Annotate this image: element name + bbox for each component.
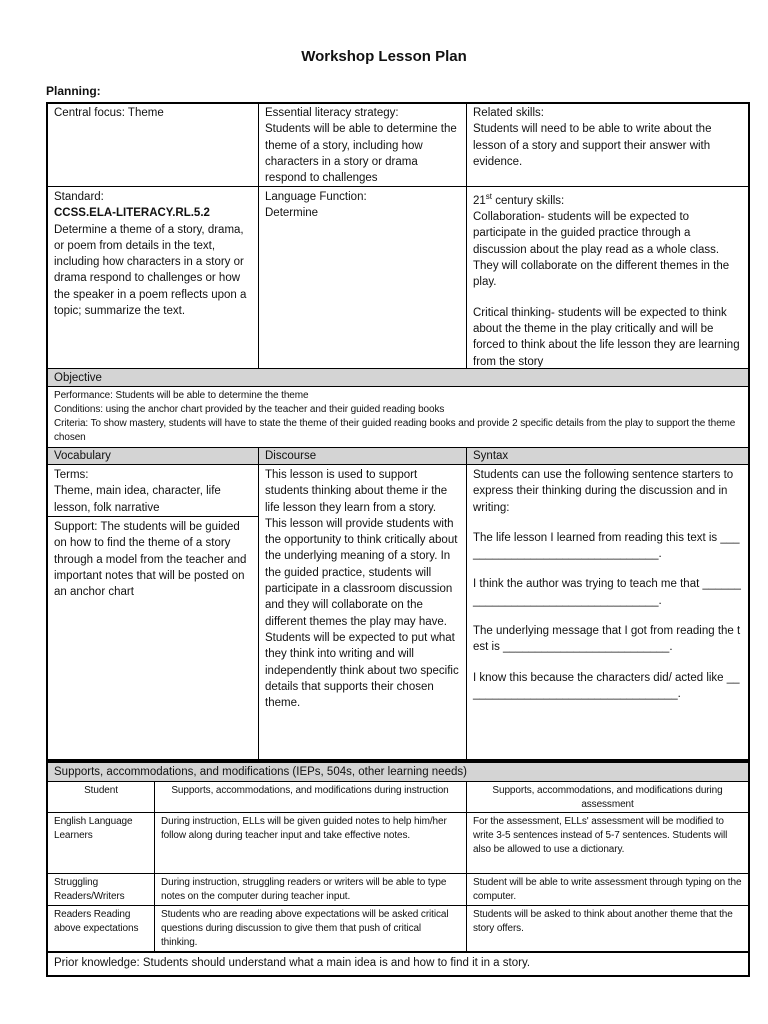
supports-col-instruction: Supports, accommodations, and modifications during instruction (171, 785, 449, 796)
collaboration-text: Collaboration- students will be expected to participate in the guided practice through a discussion about the play read as a whole class. They will collaborate on the different themes in the play. (473, 211, 730, 289)
essential-strategy-text: Students will be able to determine the theme of a story, including how characters in a story or drama respond to challenges (265, 123, 457, 185)
language-function-label: Language Function: (265, 191, 367, 203)
central-focus-text: Central focus: Theme (54, 107, 164, 119)
central-focus-cell (48, 103, 258, 185)
table-row (48, 813, 154, 873)
vocabulary-terms-cell (48, 465, 258, 517)
discourse-cell (259, 465, 466, 759)
assessment-ell (467, 813, 748, 873)
essential-strategy-cell (259, 103, 466, 185)
language-function-cell (259, 187, 466, 367)
discourse-header: Discourse (265, 450, 317, 462)
standard-text: Determine a theme of a story, drama, or poem from details in the text, including how characters in a story or drama respond to challenges or how the speaker in a poem reflects upon a topic; summarize the text. (54, 223, 247, 318)
prior-knowledge: Prior knowledge: Students should understand what a main idea is and how to find it in a story. (54, 957, 531, 969)
instruction-above-text: Students who are reading above expectations will be asked critical questions during discussion to give them that push of critical thinking. (161, 909, 449, 948)
supports-header: Supports, accommodations, and modifications (IEPs, 504s, other learning needs) (54, 766, 467, 778)
discourse-text: This lesson is used to support students thinking about theme ir the life lesson they learn from a story. This lesson will provide students with the opportunity to think critically about the underlying meaning of a story. In the guided practice, students will participate in a classroom discussion and they will collaborate on the different themes the play may have. Students will be expected to put what they think into writing and will independently think about two specific details that supports their chosen theme. (265, 469, 459, 710)
assessment-ell-text: For the assessment, ELLs' assessment will be modified to write 3-5 sentences instead of 5-7 sentences. Students will also be allowed to use a dictionary. (473, 816, 728, 855)
instruction-struggling-text: During instruction, struggling readers or writers will be able to type notes on the computer during teacher input. (161, 877, 447, 902)
related-skills-text: Students will need to be able to write about the lesson of a story and support their answer with evidence. (473, 123, 712, 168)
language-function-text: Determine (265, 207, 319, 220)
related-skills-cell (467, 103, 749, 185)
syntax-starter-1: The life lesson I learned from reading this text is ________________________________. (473, 531, 740, 561)
syntax-starter-3: The underlying message that I got from reading the test is __________________________. (473, 625, 741, 654)
objective-conditions: Conditions: using the anchor chart provided by the teacher and their guided reading books (54, 404, 445, 415)
assessment-above-text: Students will be asked to think about another theme that the story offers. (473, 909, 733, 934)
syntax-intro: Students can use the following sentence starters to express their thinking during the discussion and in writing: (473, 469, 734, 514)
syntax-starter-2: I think the author was trying to teach me that ___________________________________. (473, 578, 741, 607)
syntax-starter-4: I know this because the characters did/ acted like __________________________________. (473, 671, 740, 700)
syntax-header: Syntax (473, 450, 509, 462)
terms-label: Terms: (54, 469, 89, 481)
assessment-above (467, 906, 748, 951)
essential-strategy-label: Essential literacy strategy: (265, 107, 399, 119)
instruction-ell (155, 813, 465, 873)
instruction-struggling (155, 874, 465, 905)
standard-label: Standard: (54, 191, 104, 203)
instruction-above (155, 906, 465, 951)
planning-label: Planning: (46, 84, 101, 98)
vocabulary-header: Vocabulary (54, 450, 111, 462)
instruction-ell-text: During instruction, ELLs will be given guided notes to help him/her follow along during teacher input and take effective notes. (161, 816, 447, 841)
page-title: Workshop Lesson Plan (301, 48, 467, 65)
assessment-struggling-text: Student will be able to write assessment through typing on the computer. (473, 877, 742, 902)
standard-cell (48, 187, 258, 367)
student-struggling: Struggling Readers/Writers (54, 877, 125, 902)
assessment-struggling (467, 874, 748, 905)
century-skills-label: 21st century skills: (473, 192, 565, 207)
supports-col-assessment: Supports, accommodations, and modifications during assessment (492, 785, 723, 810)
student-above: Readers Reading above expectations (54, 909, 139, 934)
syntax-cell (467, 465, 749, 759)
objective-body (48, 387, 748, 447)
vocabulary-support-cell (48, 517, 258, 759)
critical-thinking-text: Critical thinking- students will be expected to think about the theme in the play critically and will be forced to think about the life lesson they are learning from the story (473, 306, 740, 367)
terms-text: Theme, main idea, character, life lesson, folk narrative (54, 485, 221, 514)
supports-col-student: Student (84, 785, 118, 796)
related-skills-label: Related skills: (473, 107, 544, 119)
century-skills-cell (467, 187, 749, 367)
standard-code: CCSS.ELA-LITERACY.RL.5.2 (54, 207, 210, 220)
objective-performance: Performance: Students will be able to determine the theme (54, 390, 309, 401)
student-ell: English Language Learners (54, 816, 133, 841)
objective-header: Objective (54, 372, 102, 384)
objective-criteria: Criteria: To show mastery, students will have to state the theme of their guided reading books and provide 2 specific details from the play to support the theme chosen (54, 418, 736, 443)
support-text: Support: The students will be guided on how to find the theme of a story through a model from the teacher and important notes that will be posted on an anchor chart (54, 521, 247, 599)
table-row (48, 906, 154, 951)
table-row (48, 874, 154, 905)
